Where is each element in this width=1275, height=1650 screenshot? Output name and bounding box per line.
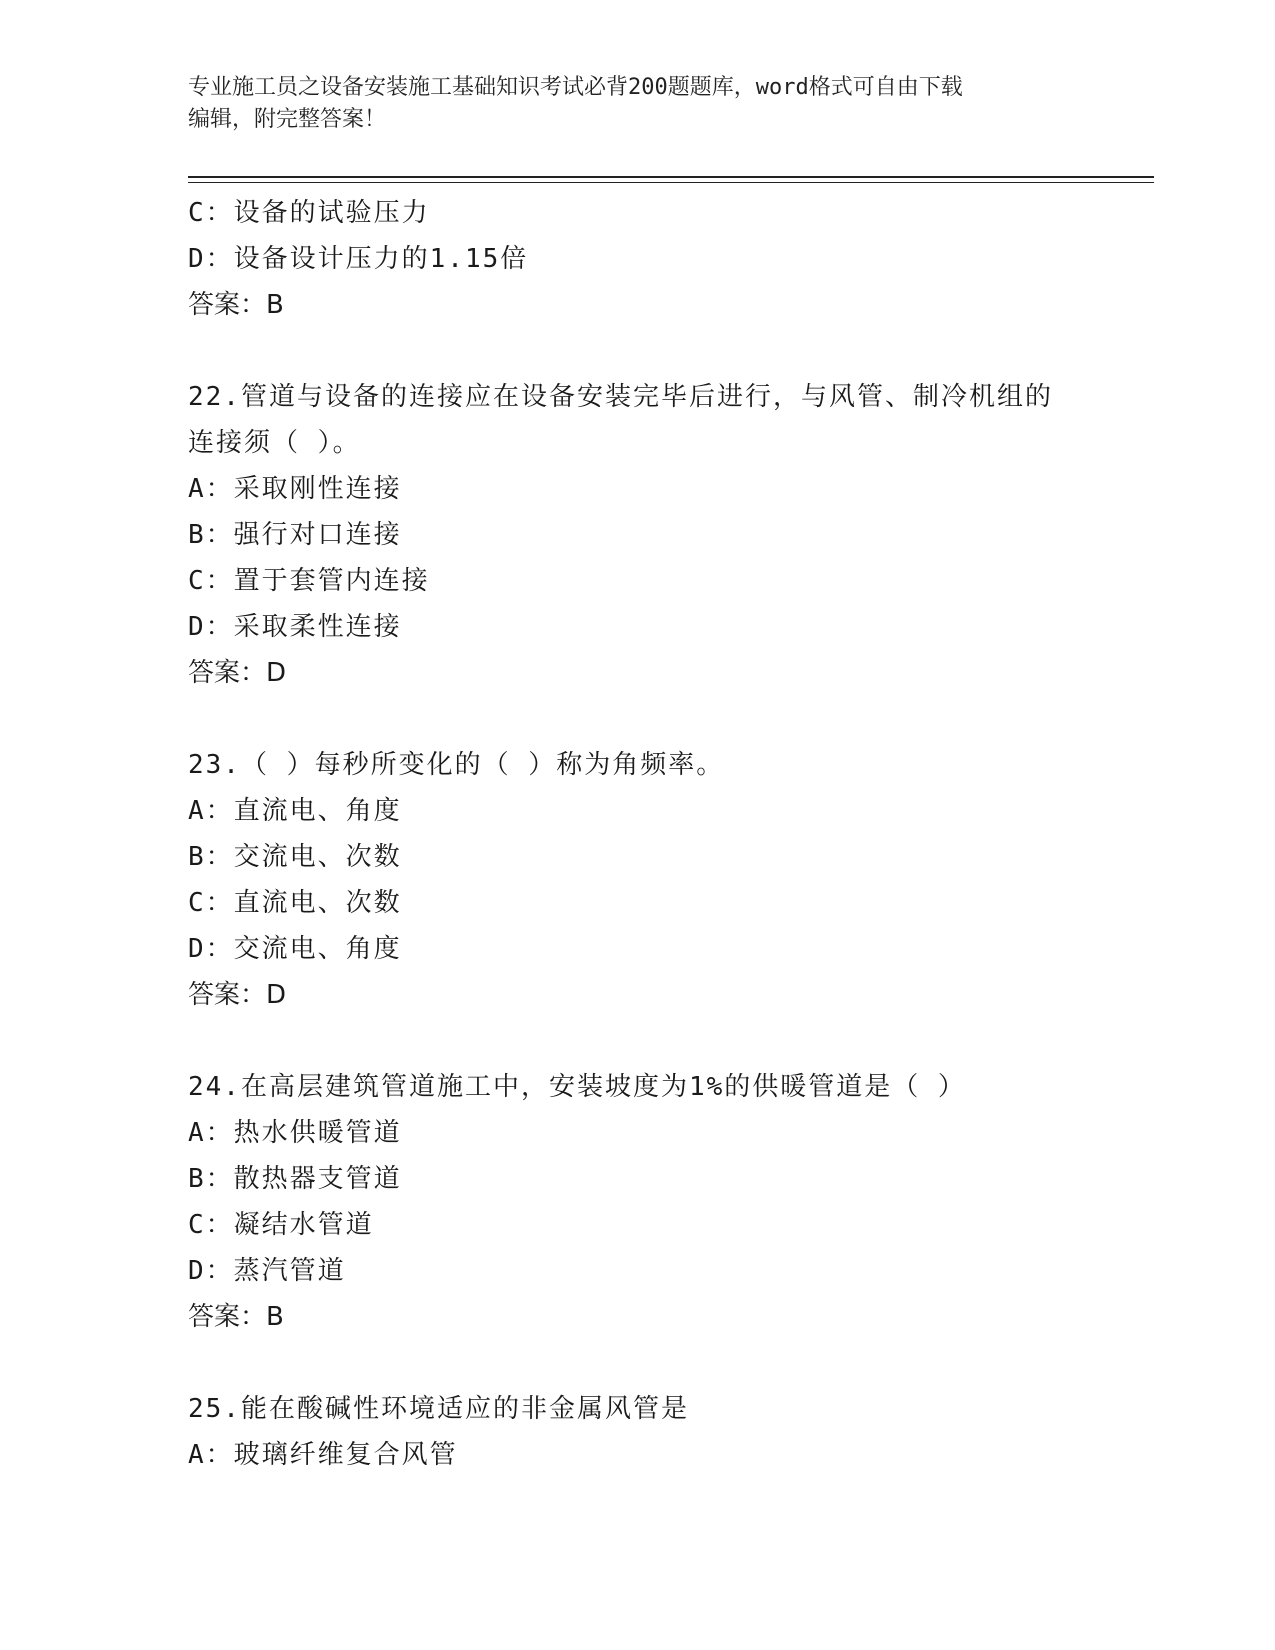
answer: 答案：D [188, 658, 287, 688]
header-title-line1: 专业施工员之设备安装施工基础知识考试必背200题题库，word格式可自由下载 [188, 75, 963, 100]
option-c: C：置于套管内连接 [188, 566, 430, 596]
spacer [188, 1018, 1154, 1064]
question-stem: 25.能在酸碱性环境适应的非金属风管是 [188, 1394, 689, 1424]
question-stem: 23.（ ）每秒所变化的（ ）称为角频率。 [188, 750, 725, 780]
answer: 答案：B [188, 1302, 284, 1332]
question-21 [188, 190, 1154, 328]
question-25 [188, 1386, 1154, 1478]
document-header [188, 72, 1078, 136]
spacer [188, 696, 1154, 742]
option-a: A：采取刚性连接 [188, 474, 402, 504]
option-b: B：交流电、次数 [188, 842, 402, 872]
option-a: A：热水供暖管道 [188, 1118, 402, 1148]
option-a: A：直流电、角度 [188, 796, 402, 826]
question-24 [188, 1064, 1154, 1340]
option-b: B：散热器支管道 [188, 1164, 402, 1194]
option-c: C：凝结水管道 [188, 1210, 374, 1240]
spacer [188, 1340, 1154, 1386]
question-list [188, 190, 1154, 1478]
option-d: D：蒸汽管道 [188, 1256, 346, 1286]
question-stem-continued: 连接须（ ）。 [188, 428, 361, 458]
option-d: D：交流电、角度 [188, 934, 402, 964]
header-title-line2: 编辑，附完整答案！ [188, 107, 387, 132]
option-d: D：采取柔性连接 [188, 612, 402, 642]
question-stem: 22.管道与设备的连接应在设备安装完毕后进行，与风管、制冷机组的 [188, 382, 1053, 412]
option-c: C：设备的试验压力 [188, 198, 430, 228]
answer: 答案：B [188, 290, 284, 320]
header-divider-thin [188, 182, 1154, 183]
question-23 [188, 742, 1154, 1018]
header-divider-thick [188, 176, 1154, 178]
answer: 答案：D [188, 980, 287, 1010]
option-d: D：设备设计压力的1.15倍 [188, 244, 529, 274]
spacer [188, 328, 1154, 374]
question-22 [188, 374, 1154, 696]
option-a: A：玻璃纤维复合风管 [188, 1440, 458, 1470]
option-c: C：直流电、次数 [188, 888, 402, 918]
option-b: B：强行对口连接 [188, 520, 402, 550]
question-stem: 24.在高层建筑管道施工中，安装坡度为1%的供暖管道是（ ） [188, 1072, 966, 1102]
